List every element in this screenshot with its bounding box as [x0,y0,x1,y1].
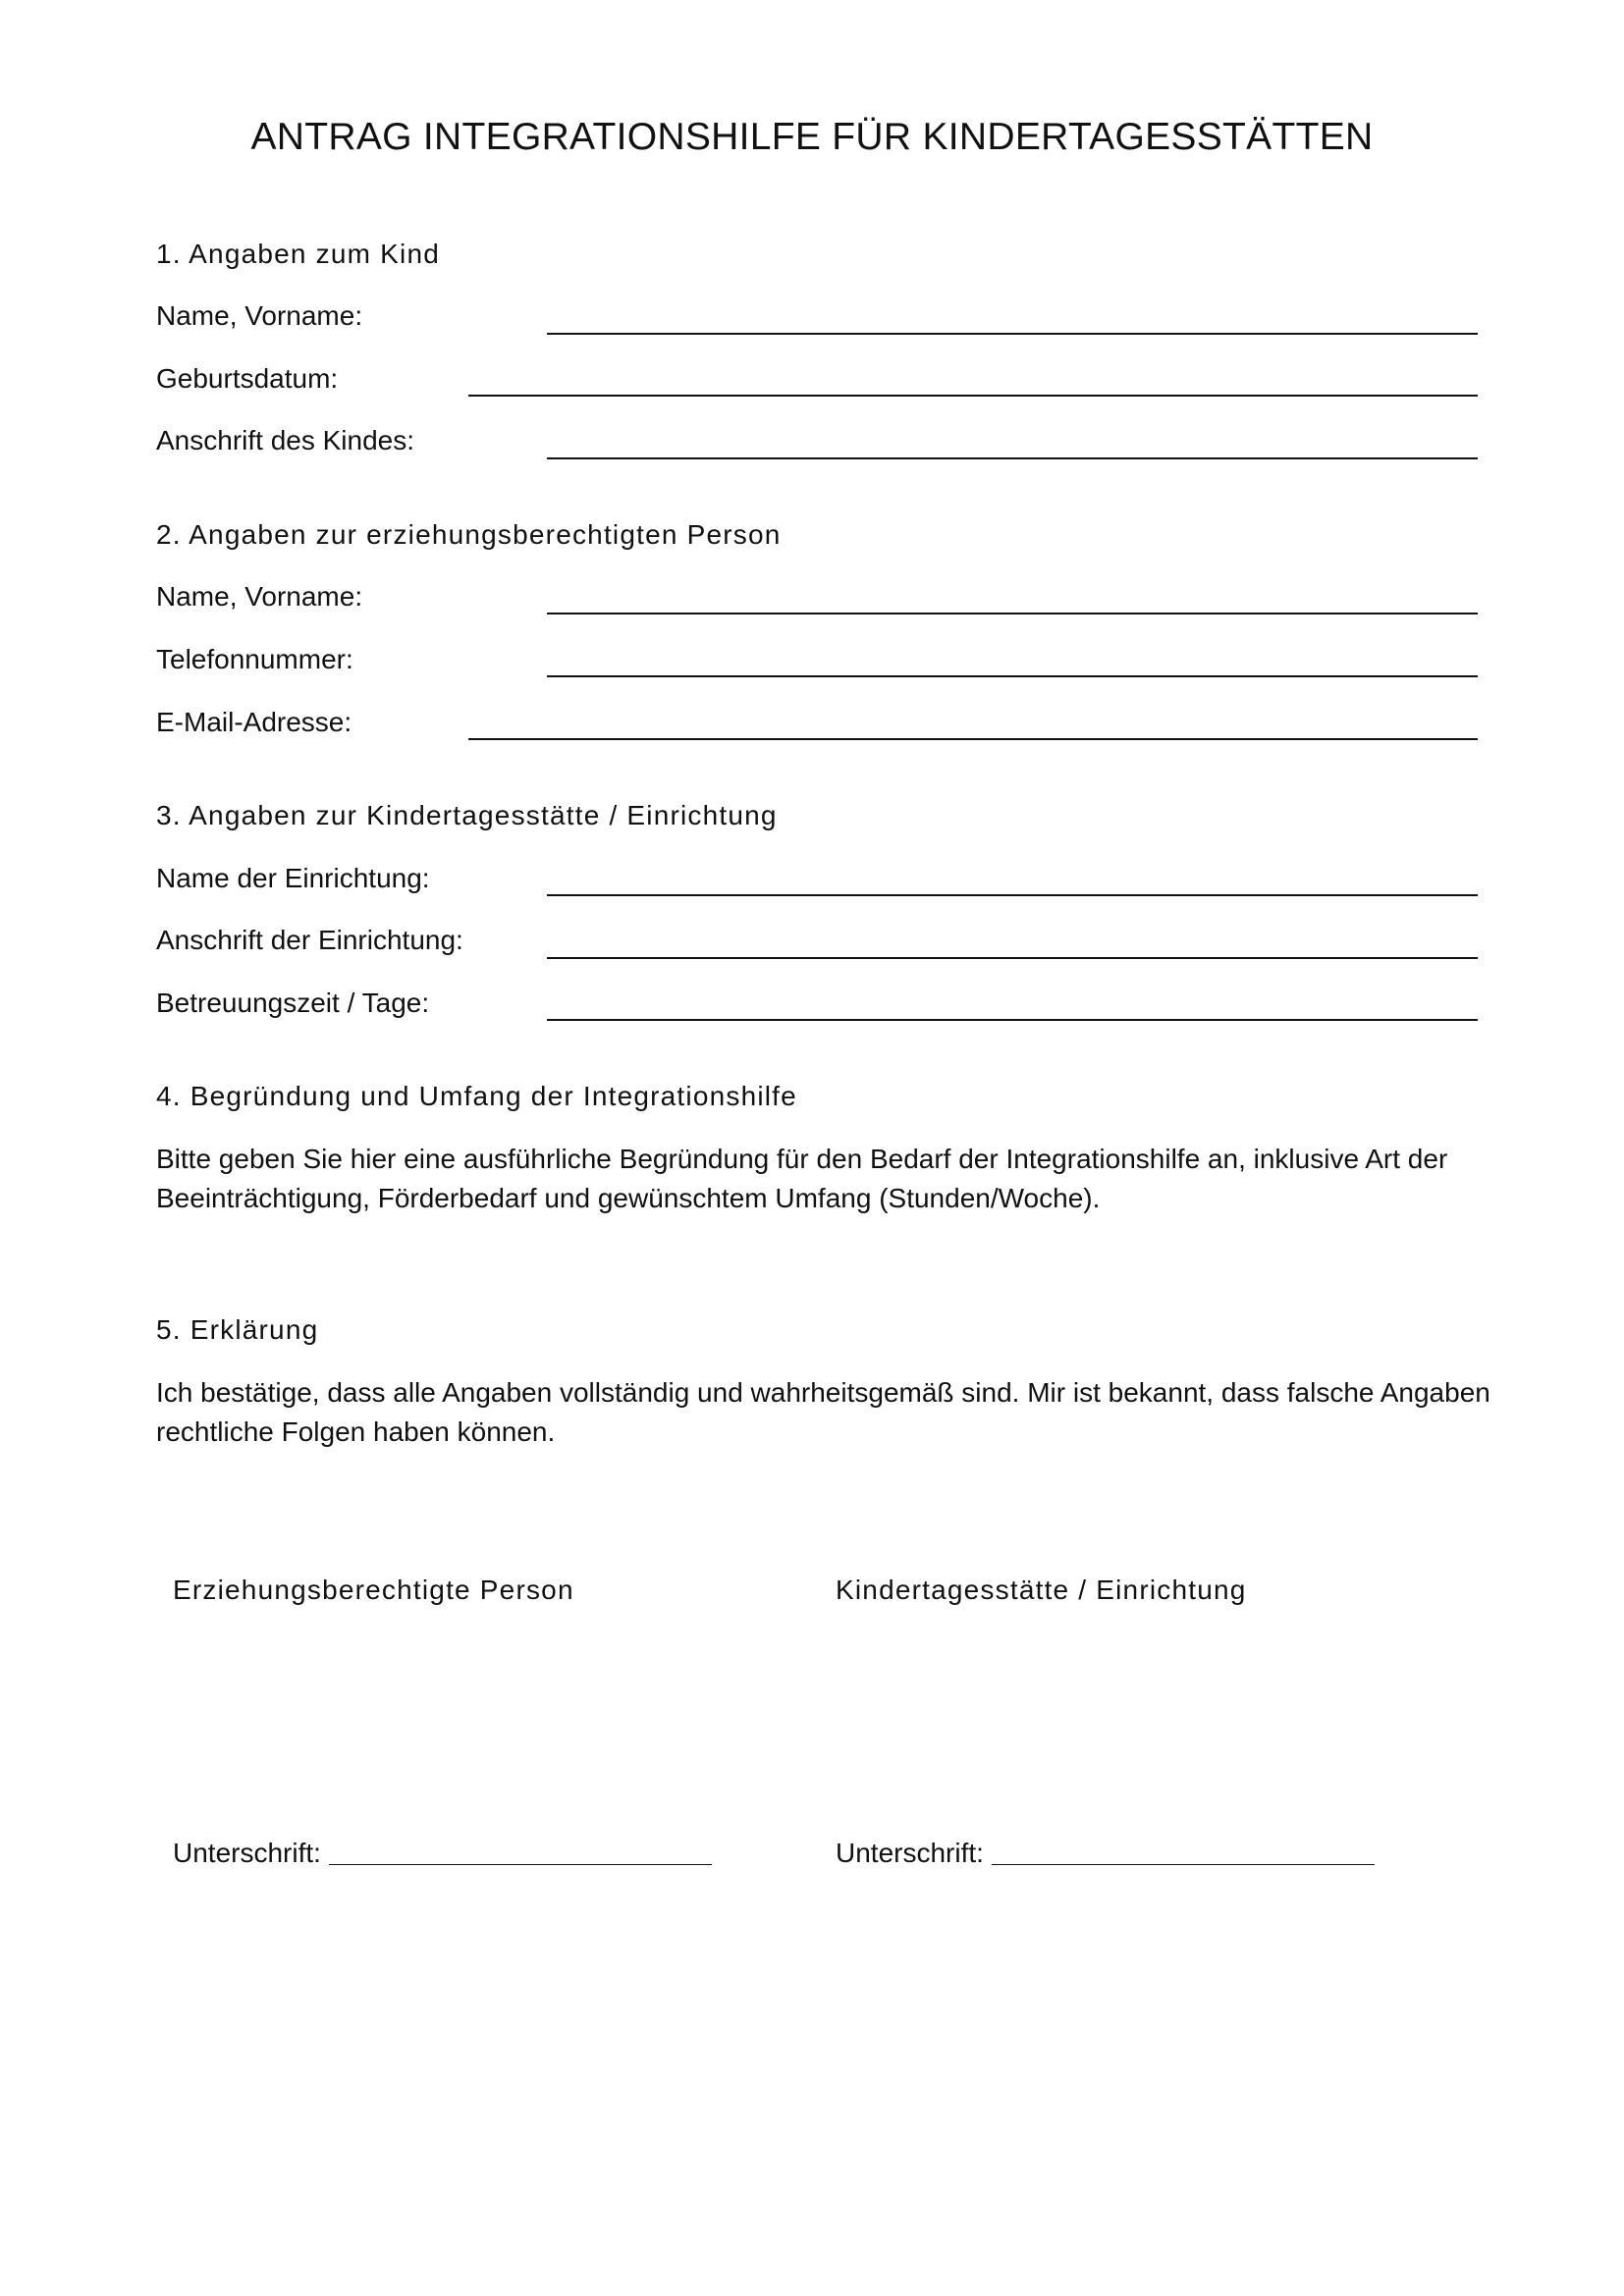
guardian-phone-label: Telefonnummer: [156,644,353,674]
child-name-field[interactable] [547,333,1478,335]
guardian-name-label: Name, Vorname: [156,581,363,612]
guardian-signature-row [173,1838,712,1869]
guardian-signature-field[interactable] [329,1864,712,1865]
facility-address-field[interactable] [547,957,1478,959]
document-title: ANTRAG INTEGRATIONSHILFE FÜR KINDERTAGESSTÄTTEN [250,116,1374,158]
guardian-phone-field[interactable] [547,675,1478,677]
child-address-label: Anschrift des Kindes: [156,425,415,455]
section-heading-declaration: 5. Erklärung [156,1314,319,1345]
care-time-field[interactable] [547,1019,1478,1021]
section-heading-facility: 3. Angaben zur Kindertagesstätte / Einrichtung [156,800,778,830]
facility-signature-label: Unterschrift: [836,1838,984,1868]
section-heading-justification: 4. Begründung und Umfang der Integrationshilfe [156,1081,797,1111]
facility-name-field[interactable] [547,894,1478,896]
facility-signature-row [836,1838,1375,1869]
facility-name-label: Name der Einrichtung: [156,863,430,893]
declaration-text: Ich bestätige, dass alle Angaben vollständig und wahrheitsgemäß sind. Mir ist bekannt, dass falsche Angaben rechtliche Folgen haben können. [156,1377,1490,1447]
guardian-name-field[interactable] [547,613,1478,614]
child-address-field[interactable] [547,457,1478,459]
child-birthdate-field[interactable] [468,395,1478,397]
child-birthdate-label: Geburtsdatum: [156,363,339,394]
care-time-label: Betreuungszeit / Tage: [156,988,430,1018]
justification-instructions: Bitte geben Sie hier eine ausführliche Begründung für den Bedarf der Integrationshilfe an, inklusive Art der Beeinträchtigung, Förderbedarf und gewünschtem Umfang (Stunden/Woche). [156,1144,1448,1213]
section-heading-child: 1. Angaben zum Kind [156,239,440,269]
facility-address-label: Anschrift der Einrichtung: [156,925,463,955]
child-name-label: Name, Vorname: [156,300,363,331]
facility-signature-heading: Kindertagesstätte / Einrichtung [836,1575,1247,1605]
facility-signature-field[interactable] [992,1864,1375,1865]
guardian-signature-label: Unterschrift: [173,1838,321,1868]
guardian-signature-heading: Erziehungsberechtigte Person [173,1575,574,1605]
section-heading-guardian: 2. Angaben zur erziehungsberechtigten Person [156,519,782,550]
guardian-email-label: E-Mail-Adresse: [156,707,352,737]
guardian-email-field[interactable] [468,738,1478,740]
